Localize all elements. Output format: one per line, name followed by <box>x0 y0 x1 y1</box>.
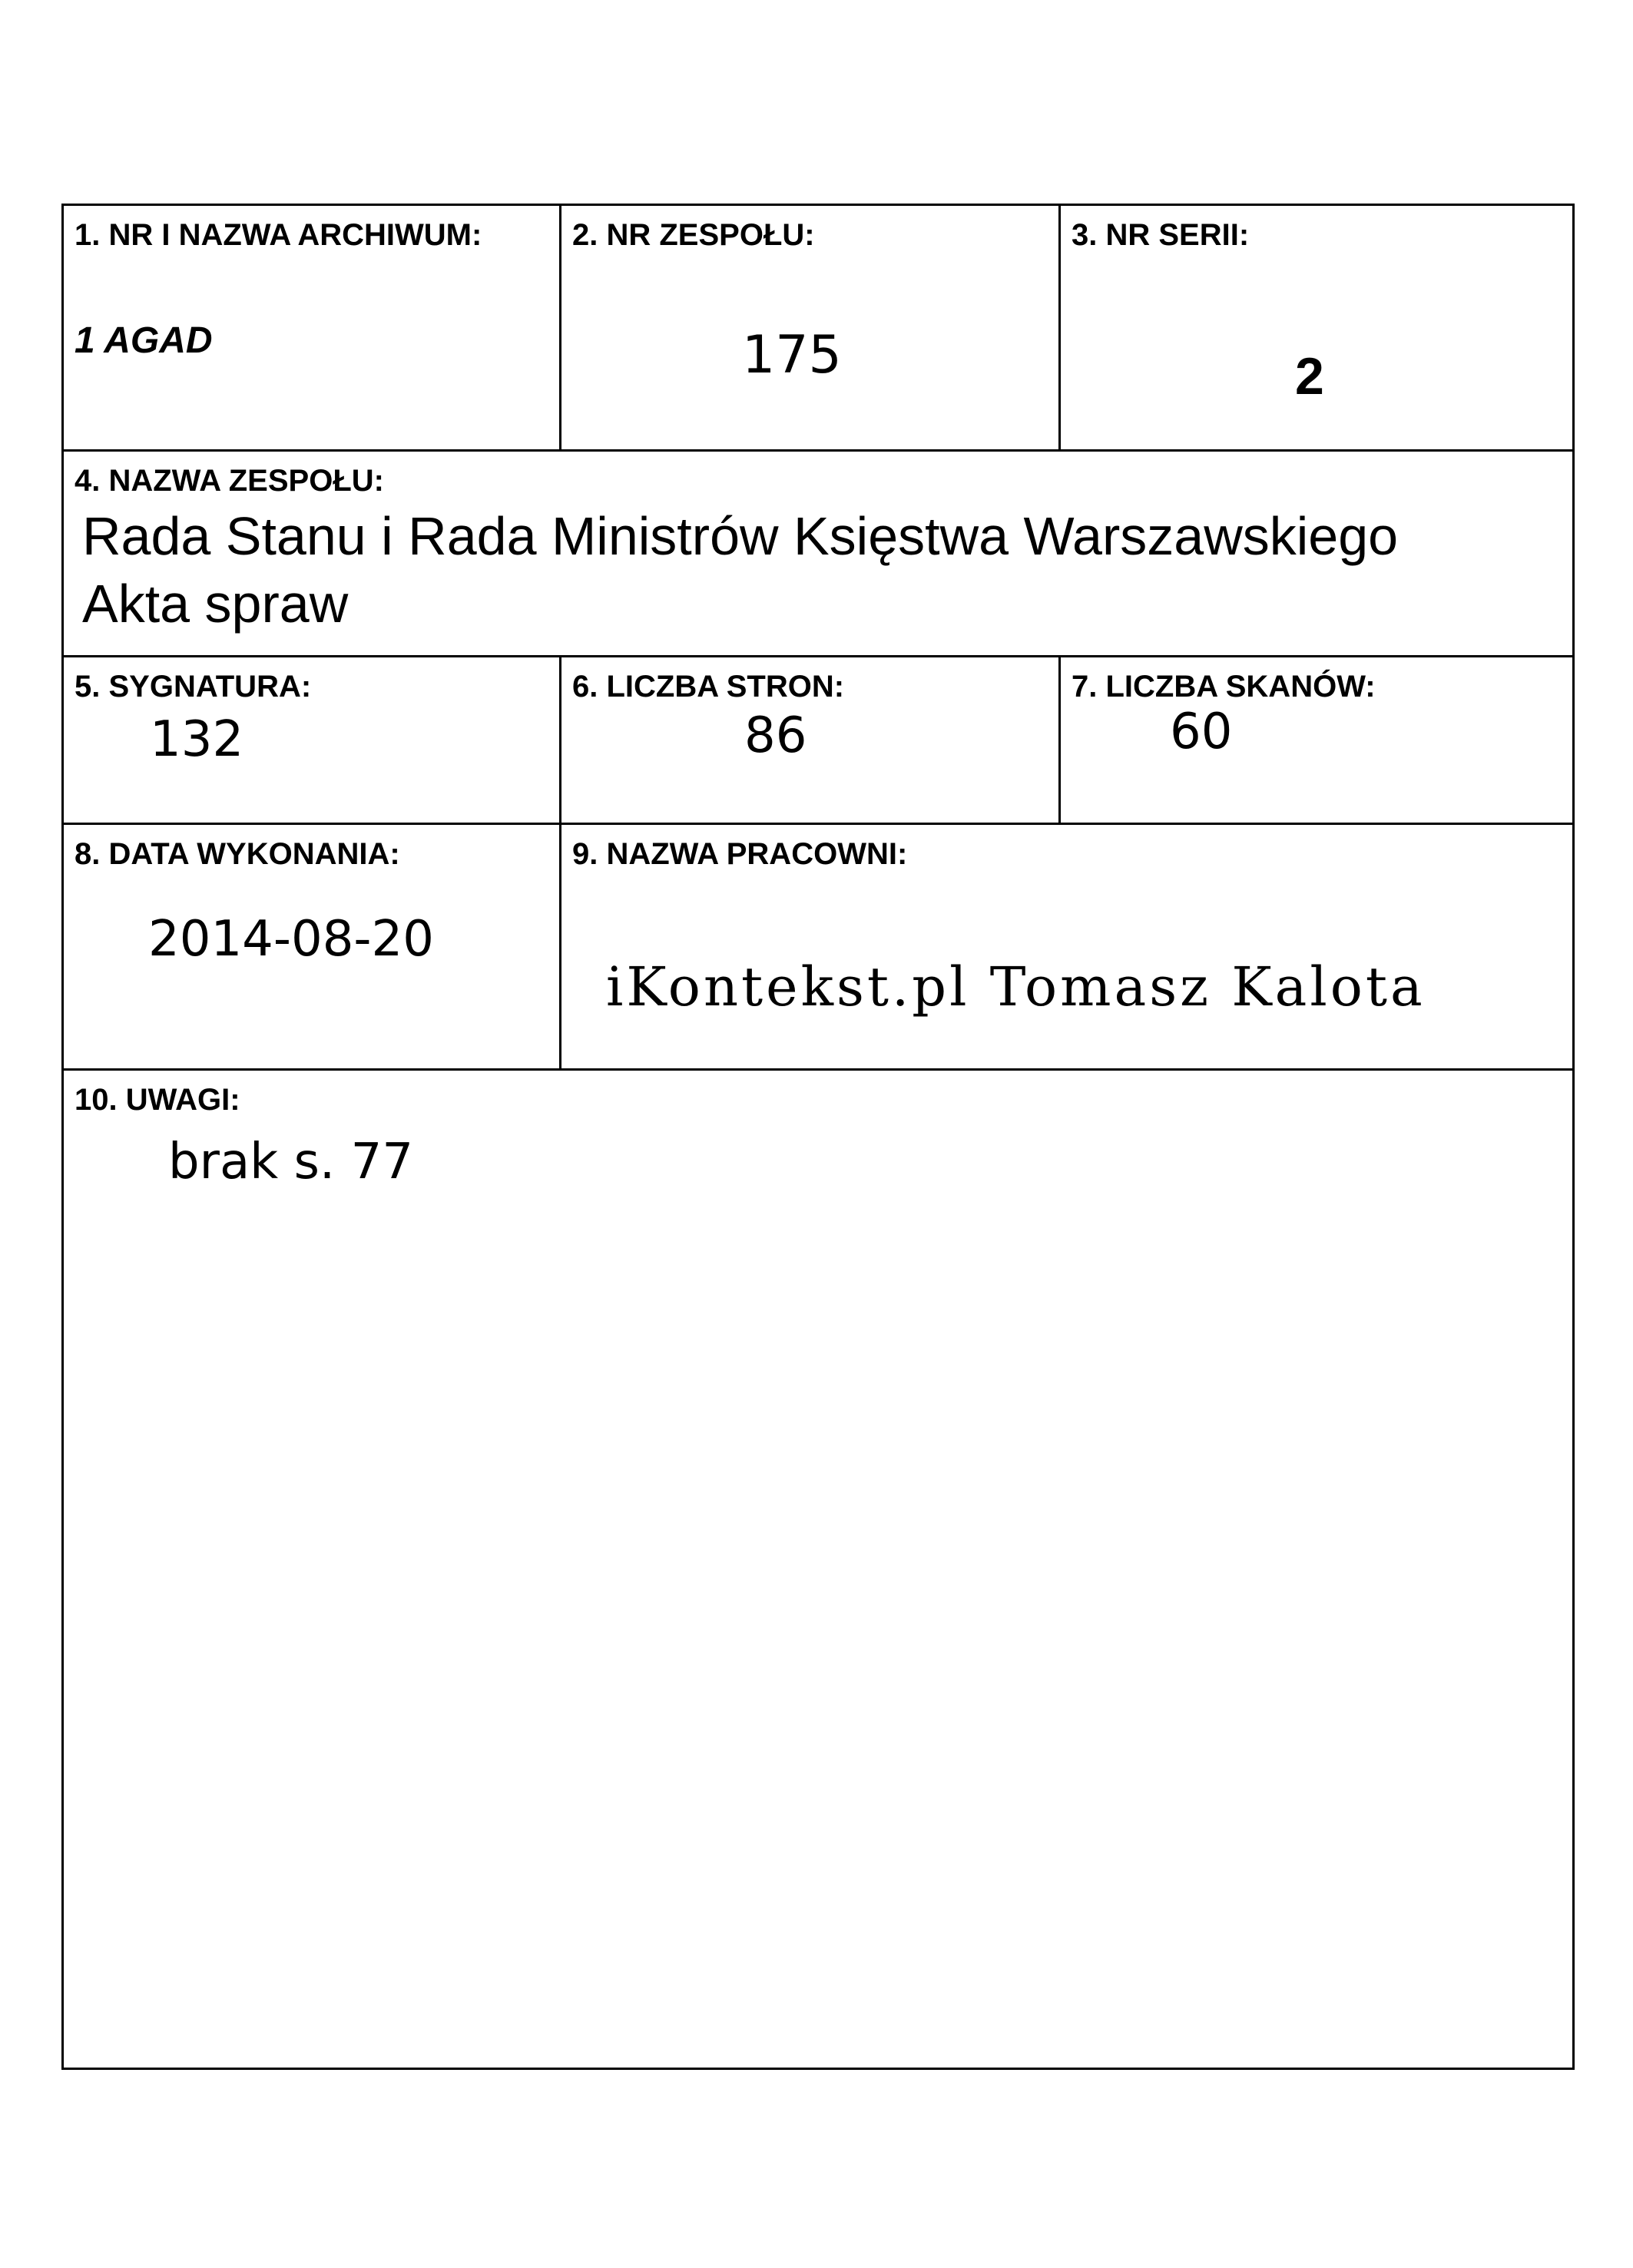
field-fond-name-line1: Rada Stanu i Rada Ministrów Księstwa Warszawskiego <box>82 506 1399 566</box>
form-row-2 <box>64 452 1572 657</box>
field-signature <box>64 657 561 823</box>
form-row-5 <box>64 1071 1572 2068</box>
field-fond-number-label: 2. NR ZESPOŁU: <box>572 218 815 252</box>
field-workshop-label: 9. NAZWA PRACOWNI: <box>572 837 908 871</box>
archive-metadata-form <box>61 204 1575 2070</box>
field-page-count-value: 86 <box>744 707 807 764</box>
field-fond-name-line2: Akta spraw <box>82 574 349 634</box>
form-row-1 <box>64 206 1572 452</box>
field-archive-label: 1. NR I NAZWA ARCHIWUM: <box>75 218 482 252</box>
field-archive <box>64 206 561 449</box>
field-page-count-label: 6. LICZBA STRON: <box>572 670 845 704</box>
field-fond-number-value: 175 <box>742 325 842 386</box>
field-series-number-label: 3. NR SERII: <box>1072 218 1250 252</box>
field-signature-value: 132 <box>150 711 244 768</box>
field-scan-count <box>1061 657 1572 823</box>
field-signature-label: 5. SYGNATURA: <box>75 670 312 704</box>
form-row-4 <box>64 825 1572 1071</box>
field-remarks-label: 10. UWAGI: <box>75 1083 240 1117</box>
field-date <box>64 825 561 1068</box>
field-remarks <box>64 1071 1572 2068</box>
field-scan-count-value: 60 <box>1170 704 1233 760</box>
field-workshop-value: iKontekst.pl Tomasz Kalota <box>606 955 1426 1018</box>
field-fond-number <box>561 206 1061 449</box>
field-series-number-value: 2 <box>1295 347 1324 406</box>
field-workshop <box>561 825 1572 1068</box>
field-date-value: 2014-08-20 <box>148 911 434 968</box>
field-fond-name-label: 4. NAZWA ZESPOŁU: <box>75 464 384 498</box>
field-series-number <box>1061 206 1572 449</box>
field-scan-count-label: 7. LICZBA SKANÓW: <box>1072 670 1376 704</box>
form-row-3 <box>64 657 1572 825</box>
field-page-count <box>561 657 1061 823</box>
field-date-label: 8. DATA WYKONANIA: <box>75 837 400 871</box>
field-fond-name <box>64 452 1572 655</box>
field-remarks-value: brak s. 77 <box>168 1134 414 1190</box>
field-archive-value: 1 AGAD <box>75 320 213 361</box>
